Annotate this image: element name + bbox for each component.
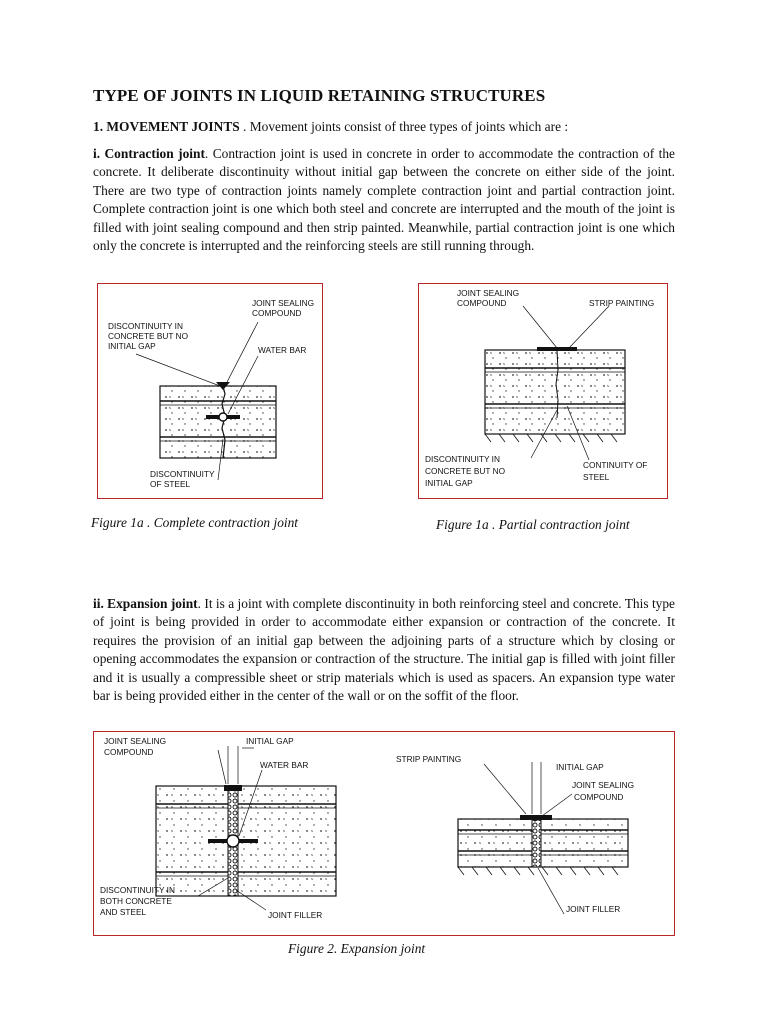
label-discontinuity-3: INITIAL GAP	[425, 478, 473, 488]
contraction-joint-heading: i. Contraction joint	[93, 146, 205, 161]
complete-contraction-joint-diagram	[98, 284, 324, 500]
label-discontinuity-steel-2: OF STEEL	[150, 479, 191, 489]
movement-joints-paragraph	[93, 118, 675, 136]
figure-expansion-joint	[93, 731, 675, 936]
label-discontinuity-1: DISCONTINUITY IN	[108, 321, 183, 331]
label-discontinuity-steel-1: DISCONTINUITY	[150, 469, 215, 479]
label-discontinuity-3: INITIAL GAP	[108, 341, 156, 351]
figure-partial-contraction-joint	[418, 283, 668, 499]
label-continuity-2: STEEL	[583, 472, 610, 482]
label-joint-sealing-1: JOINT SEALING	[457, 288, 520, 298]
caption-expansion-joint: Figure 2. Expansion joint	[288, 941, 426, 956]
label-joint-filler: JOINT FILLER	[268, 910, 323, 920]
label-joint-sealing-right-1: JOINT SEALING	[572, 780, 635, 790]
label-joint-sealing-1: JOINT SEALING	[104, 736, 167, 746]
label-joint-filler-right: JOINT FILLER	[566, 904, 621, 914]
caption-complete-contraction-joint: Figure 1a . Complete contraction joint	[91, 515, 299, 530]
label-strip-painting: STRIP PAINTING	[396, 754, 462, 764]
label-discontinuity-2: BOTH CONCRETE	[100, 896, 172, 906]
label-joint-sealing-right-2: COMPOUND	[574, 792, 624, 802]
label-water-bar: WATER BAR	[260, 760, 309, 770]
label-discontinuity-1: DISCONTINUITY IN	[425, 454, 500, 464]
label-joint-sealing-2: COMPOUND	[104, 747, 154, 757]
contraction-joint-text: . Contraction joint is used in concrete in order to accommodate the contraction of the concrete. It deliberate discontinuity without initial gap between the concrete on either side of the joint. There are two type of contraction joints namely complete contraction joint and partial contraction joint. Complete contraction joint is one which both steel and concrete are interrupted and the mouth of the joint is filled with joint sealing compound and then strip painted. Meanwhile, partial contraction joint is one which only the concrete is interrupted and the reinforcing steels are still running through.	[93, 146, 675, 254]
contraction-joint-paragraph	[93, 145, 675, 255]
label-initial-gap-right: INITIAL GAP	[556, 762, 604, 772]
label-joint-sealing-2: COMPOUND	[457, 298, 507, 308]
movement-joints-heading: 1. MOVEMENT JOINTS	[93, 119, 240, 134]
expansion-joint-heading: ii. Expansion joint	[93, 596, 198, 611]
label-discontinuity-2: CONCRETE BUT NO	[108, 331, 189, 341]
page-title: TYPE OF JOINTS IN LIQUID RETAINING STRUCTURES	[93, 86, 546, 105]
expansion-joint-paragraph	[93, 595, 675, 705]
label-discontinuity-1: DISCONTINUITY IN	[100, 885, 175, 895]
label-initial-gap: INITIAL GAP	[246, 736, 294, 746]
movement-joints-text: . Movement joints consist of three types of joints which are :	[239, 119, 569, 134]
partial-contraction-joint-diagram	[419, 284, 669, 500]
label-water-bar: WATER BAR	[258, 345, 307, 355]
label-discontinuity-2: CONCRETE BUT NO	[425, 466, 506, 476]
expansion-joint-diagram	[94, 732, 676, 937]
label-strip-painting: STRIP PAINTING	[589, 298, 655, 308]
expansion-joint-text: . It is a joint with complete discontinuity in both reinforcing steel and concrete. This type of joint is being provided in order to accommodate either expansion or contraction of the concrete. It requires the provision of an initial gap between the adjoining parts of a structure which by closing or opening accommodates the expansion or contraction of the structure. The initial gap is filled with joint filler and it is usually a compressible sheet or strip materials which is used as spacers. An expansion type water bar is being provided either in the center of the wall or on the soffit of the floor.	[93, 596, 675, 704]
label-joint-sealing-1: JOINT SEALING	[252, 298, 315, 308]
label-continuity-1: CONTINUITY OF	[583, 460, 648, 470]
label-discontinuity-3: AND STEEL	[100, 907, 147, 917]
label-joint-sealing-2: COMPOUND	[252, 308, 302, 318]
caption-partial-contraction-joint: Figure 1a . Partial contraction joint	[436, 517, 630, 532]
figure-complete-contraction-joint	[97, 283, 323, 499]
